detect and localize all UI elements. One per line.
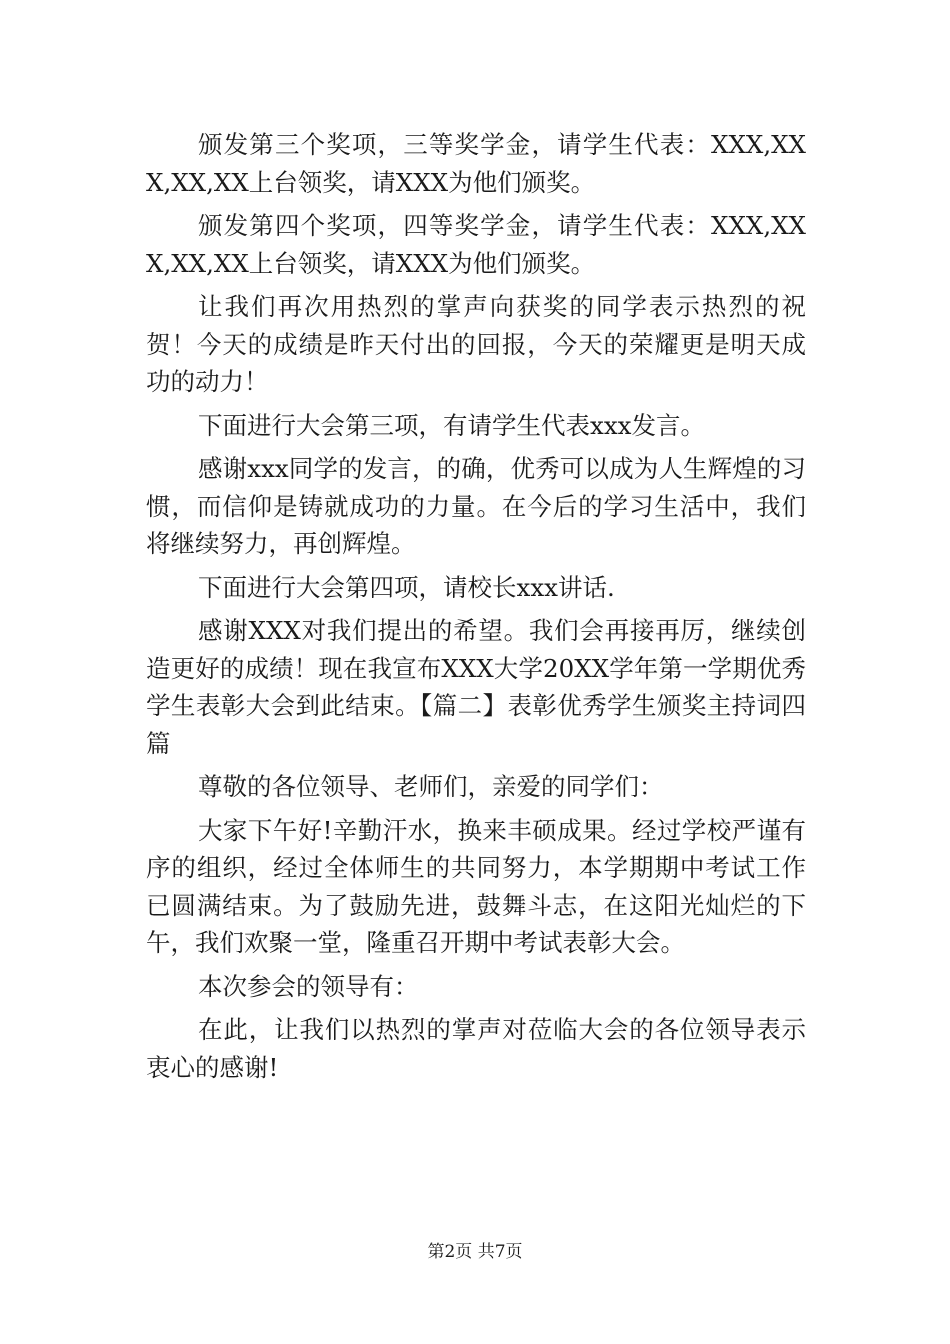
paragraph-thanks-speech: 感谢xxx同学的发言，的确，优秀可以成为人生辉煌的习惯，而信仰是铸就成功的力量。在今后的学习生活中，我们将继续努力，再创辉煌。	[146, 454, 806, 558]
paragraph-leaders-present: 本次参会的领导有：	[198, 971, 419, 1001]
paragraph-agenda-item-four: 下面进行大会第四项，请校长xxx讲话.	[198, 572, 615, 602]
paragraph-agenda-item-three: 下面进行大会第三项，有请学生代表xxx发言。	[198, 410, 705, 440]
paragraph-fourth-award: 颁发第四个奖项，四等奖学金，请学生代表：XXX,XXX,XX,XX上台领奖，请XXX为他们颁奖。	[146, 211, 806, 278]
page-total: 共7页	[477, 1242, 523, 1262]
paragraph-closing: 感谢XXX对我们提出的希望。我们会再接再厉，继续创造更好的成绩！现在我宣布XXX大学20XX学年第一学期优秀学生表彰大会到此结束。【篇二】表彰优秀学生颁奖主持词四篇	[146, 616, 806, 758]
page-number: 第2页	[427, 1242, 473, 1262]
paragraph-opening-remarks: 大家下午好!辛勤汗水，换来丰硕成果。经过学校严谨有序的组织，经过全体师生的共同努力，本学期期中考试工作已圆满结束。为了鼓励先进，鼓舞斗志，在这阳光灿烂的下午，我们欢聚一堂，隆重召开期中考试表彰大会。	[146, 815, 806, 957]
paragraph-congratulations: 让我们再次用热烈的掌声向获奖的同学表示热烈的祝贺！今天的成绩是昨天付出的回报，今天的荣耀更是明天成功的动力！	[146, 292, 806, 396]
paragraph-thanks-leaders: 在此，让我们以热烈的掌声对莅临大会的各位领导表示衷心的感谢!	[146, 1015, 806, 1082]
paragraph-greeting: 尊敬的各位领导、老师们，亲爱的同学们：	[198, 772, 664, 801]
document-body	[146, 126, 806, 1092]
paragraph-third-award: 颁发第三个奖项，三等奖学金，请学生代表：XXX,XXX,XX,XX上台领奖，请XXX为他们颁奖。	[146, 130, 806, 197]
page-footer	[0, 1240, 950, 1264]
